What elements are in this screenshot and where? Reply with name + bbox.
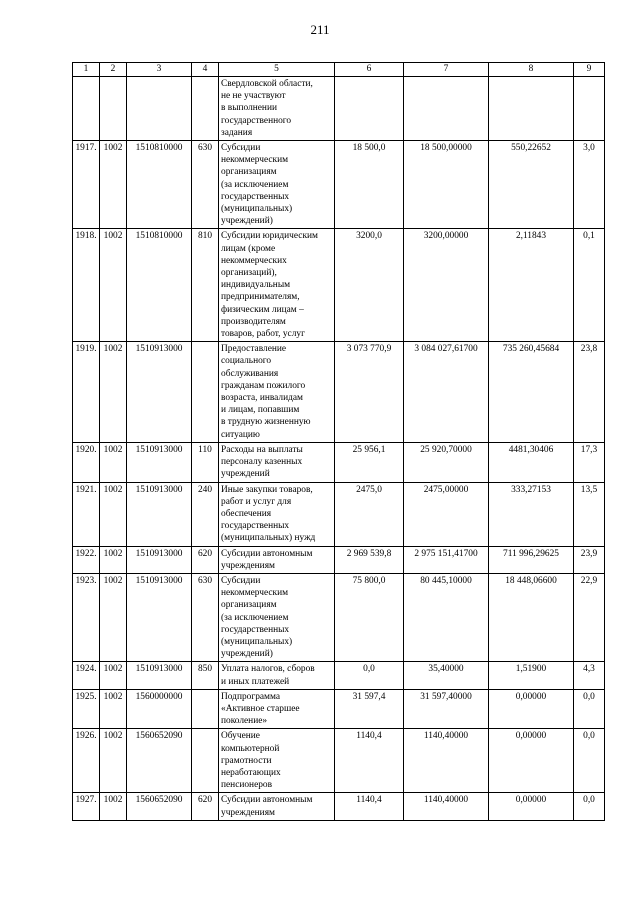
name-line: Расходы на выплаты — [221, 444, 303, 455]
table-row — [73, 229, 605, 342]
header-col-1: 1 — [73, 63, 100, 77]
name-line: организациям — [221, 600, 277, 611]
name-line: и иных платежей — [221, 676, 290, 687]
name-line: некоммерческих — [221, 255, 287, 266]
execution-percent-cell: 0,1 — [574, 229, 605, 342]
planned-amount-cell: 2475,0 — [335, 482, 404, 546]
name-line: (муниципальных) — [221, 636, 293, 647]
name-line: грамотности — [221, 755, 272, 766]
revised-amount-cell: 1140,40000 — [404, 729, 489, 793]
revised-amount-cell: 2 975 151,41700 — [404, 546, 489, 573]
row-number-cell: 1925. — [73, 689, 100, 729]
section-code-cell: 1002 — [100, 689, 127, 729]
row-number-cell: 1924. — [73, 662, 100, 689]
target-article-cell: 1560000000 — [127, 689, 192, 729]
name-cell — [219, 77, 335, 141]
name-line: Уплата налогов, сборов — [221, 664, 315, 675]
name-line: гражданам пожилого — [221, 380, 306, 391]
header-col-9: 9 — [574, 63, 605, 77]
name-line: (муниципальных) — [221, 204, 293, 215]
name-line: персоналу казенных — [221, 457, 303, 468]
target-article-cell: 1560652090 — [127, 729, 192, 793]
revised-amount-cell: 3200,00000 — [404, 229, 489, 342]
execution-percent-cell: 22,9 — [574, 573, 605, 661]
name-line: (за исключением — [221, 612, 289, 623]
row-number-cell: 1926. — [73, 729, 100, 793]
table-row — [73, 729, 605, 793]
expense-type-cell: 110 — [192, 442, 219, 482]
header-col-8: 8 — [489, 63, 574, 77]
name-line: государственных — [221, 624, 290, 635]
section-code-cell: 1002 — [100, 662, 127, 689]
table-row — [73, 442, 605, 482]
planned-amount-cell: 25 956,1 — [335, 442, 404, 482]
executed-amount-cell: 333,27153 — [489, 482, 574, 546]
table-row — [73, 546, 605, 573]
table-row — [73, 689, 605, 729]
name-line: учреждений) — [221, 216, 273, 227]
name-line: лицам (кроме — [221, 243, 276, 254]
name-cell — [219, 342, 335, 443]
executed-amount-cell: 550,22652 — [489, 141, 574, 229]
name-line: Субсидии — [221, 143, 261, 154]
planned-amount-cell: 3200,0 — [335, 229, 404, 342]
revised-amount-cell: 80 445,10000 — [404, 573, 489, 661]
name-cell — [219, 793, 335, 820]
revised-amount-cell: 35,40000 — [404, 662, 489, 689]
expense-type-cell — [192, 729, 219, 793]
budget-table — [72, 62, 605, 821]
name-line: и лицам, попавшим — [221, 405, 300, 416]
target-article-cell: 1560652090 — [127, 793, 192, 820]
name-line: государственных — [221, 191, 290, 202]
name-line: Предоставление — [221, 344, 287, 355]
name-line: задания — [221, 127, 253, 138]
name-line: неработающих — [221, 767, 281, 778]
name-line: обслуживания — [221, 368, 279, 379]
execution-percent-cell: 13,5 — [574, 482, 605, 546]
page-number: 211 — [310, 22, 330, 37]
name-line: Субсидии автономным — [221, 795, 313, 806]
name-line: поколение» — [221, 716, 268, 727]
name-line: учреждений — [221, 469, 270, 480]
section-code-cell: 1002 — [100, 729, 127, 793]
execution-percent-cell: 4,3 — [574, 662, 605, 689]
name-line: Субсидии — [221, 575, 261, 586]
name-line: Обучение — [221, 731, 260, 742]
section-code-cell — [100, 77, 127, 141]
target-article-cell: 1510913000 — [127, 342, 192, 443]
section-code-cell: 1002 — [100, 573, 127, 661]
target-article-cell: 1510810000 — [127, 229, 192, 342]
name-cell — [219, 689, 335, 729]
name-cell — [219, 229, 335, 342]
section-code-cell: 1002 — [100, 442, 127, 482]
execution-percent-cell: 3,0 — [574, 141, 605, 229]
expense-type-cell: 620 — [192, 793, 219, 820]
executed-amount-cell: 0,00000 — [489, 689, 574, 729]
name-line: учреждениям — [221, 560, 275, 571]
header-col-3: 3 — [127, 63, 192, 77]
header-col-2: 2 — [100, 63, 127, 77]
table-row — [73, 573, 605, 661]
section-code-cell: 1002 — [100, 141, 127, 229]
name-line: физическим лицам – — [221, 304, 304, 315]
header-col-5: 5 — [219, 63, 335, 77]
name-cell — [219, 442, 335, 482]
expense-type-cell: 850 — [192, 662, 219, 689]
execution-percent-cell: 0,0 — [574, 689, 605, 729]
revised-amount-cell: 25 920,70000 — [404, 442, 489, 482]
target-article-cell — [127, 77, 192, 141]
target-article-cell: 1510913000 — [127, 442, 192, 482]
target-article-cell: 1510913000 — [127, 546, 192, 573]
row-number-cell: 1918. — [73, 229, 100, 342]
planned-amount-cell: 1140,4 — [335, 793, 404, 820]
planned-amount-cell: 1140,4 — [335, 729, 404, 793]
section-code-cell: 1002 — [100, 342, 127, 443]
revised-amount-cell: 31 597,40000 — [404, 689, 489, 729]
name-line: Свердловской области, — [221, 79, 313, 89]
planned-amount-cell — [335, 77, 404, 141]
target-article-cell: 1510913000 — [127, 573, 192, 661]
target-article-cell: 1510913000 — [127, 662, 192, 689]
expense-type-cell: 630 — [192, 573, 219, 661]
name-line: обеспечения — [221, 508, 272, 519]
name-line: государственных — [221, 521, 290, 532]
name-cell — [219, 546, 335, 573]
revised-amount-cell — [404, 77, 489, 141]
expense-type-cell: 630 — [192, 141, 219, 229]
executed-amount-cell: 735 260,45684 — [489, 342, 574, 443]
name-line: некоммерческим — [221, 155, 289, 166]
planned-amount-cell: 2 969 539,8 — [335, 546, 404, 573]
name-line: социального — [221, 356, 272, 367]
execution-percent-cell: 23,8 — [574, 342, 605, 443]
executed-amount-cell: 0,00000 — [489, 729, 574, 793]
row-number-cell: 1919. — [73, 342, 100, 443]
revised-amount-cell: 18 500,00000 — [404, 141, 489, 229]
name-line: государственного — [221, 115, 292, 126]
name-line: в выполнении — [221, 103, 277, 114]
name-line: «Активное старшее — [221, 703, 300, 714]
name-line: некоммерческим — [221, 588, 289, 599]
table-row — [73, 141, 605, 229]
name-cell — [219, 482, 335, 546]
name-line: организациям — [221, 167, 277, 178]
row-number-cell — [73, 77, 100, 141]
name-line: Субсидии юридическим — [221, 231, 318, 242]
name-line: работ и услуг для — [221, 496, 292, 507]
header-row — [73, 63, 605, 77]
name-line: (муниципальных) нужд — [221, 533, 316, 544]
row-number-cell: 1917. — [73, 141, 100, 229]
name-cell — [219, 573, 335, 661]
section-code-cell: 1002 — [100, 793, 127, 820]
expense-type-cell: 240 — [192, 482, 219, 546]
name-cell — [219, 141, 335, 229]
revised-amount-cell: 1140,40000 — [404, 793, 489, 820]
name-line: пенсионеров — [221, 780, 273, 791]
header-col-7: 7 — [404, 63, 489, 77]
name-line: компьютерной — [221, 743, 280, 754]
header-col-6: 6 — [335, 63, 404, 77]
name-line: производителям — [221, 316, 286, 327]
name-line: Субсидии автономным — [221, 548, 313, 559]
executed-amount-cell: 1,51900 — [489, 662, 574, 689]
expense-type-cell — [192, 77, 219, 141]
name-line: учреждениям — [221, 807, 275, 818]
section-code-cell: 1002 — [100, 229, 127, 342]
row-number-cell: 1921. — [73, 482, 100, 546]
name-line: товаров, работ, услуг — [221, 329, 305, 340]
planned-amount-cell: 3 073 770,9 — [335, 342, 404, 443]
name-line: предпринимателям, — [221, 292, 300, 303]
expense-type-cell — [192, 689, 219, 729]
header-col-4: 4 — [192, 63, 219, 77]
executed-amount-cell — [489, 77, 574, 141]
name-line: учреждений) — [221, 649, 273, 660]
name-cell — [219, 729, 335, 793]
expense-type-cell: 810 — [192, 229, 219, 342]
executed-amount-cell: 0,00000 — [489, 793, 574, 820]
table-row — [73, 793, 605, 820]
expense-type-cell: 620 — [192, 546, 219, 573]
executed-amount-cell: 2,11843 — [489, 229, 574, 342]
revised-amount-cell: 3 084 027,61700 — [404, 342, 489, 443]
name-line: не не участвуют — [221, 91, 286, 102]
execution-percent-cell: 17,3 — [574, 442, 605, 482]
table-row — [73, 482, 605, 546]
continuation-row — [73, 77, 605, 141]
name-line: Иные закупки товаров, — [221, 484, 313, 495]
target-article-cell: 1510810000 — [127, 141, 192, 229]
execution-percent-cell — [574, 77, 605, 141]
target-article-cell: 1510913000 — [127, 482, 192, 546]
execution-percent-cell: 0,0 — [574, 729, 605, 793]
row-number-cell: 1923. — [73, 573, 100, 661]
row-number-cell: 1920. — [73, 442, 100, 482]
name-line: Подпрограмма — [221, 691, 281, 702]
name-cell — [219, 662, 335, 689]
section-code-cell: 1002 — [100, 482, 127, 546]
table-row — [73, 662, 605, 689]
section-code-cell: 1002 — [100, 546, 127, 573]
executed-amount-cell: 711 996,29625 — [489, 546, 574, 573]
name-line: индивидуальным — [221, 280, 291, 291]
executed-amount-cell: 18 448,06600 — [489, 573, 574, 661]
expense-type-cell — [192, 342, 219, 443]
revised-amount-cell: 2475,00000 — [404, 482, 489, 546]
executed-amount-cell: 4481,30406 — [489, 442, 574, 482]
name-line: ситуацию — [221, 429, 260, 440]
execution-percent-cell: 0,0 — [574, 793, 605, 820]
planned-amount-cell: 0,0 — [335, 662, 404, 689]
name-line: в трудную жизненную — [221, 417, 311, 428]
name-line: (за исключением — [221, 179, 289, 190]
planned-amount-cell: 31 597,4 — [335, 689, 404, 729]
table-row — [73, 342, 605, 443]
name-line: организаций), — [221, 268, 277, 279]
planned-amount-cell: 18 500,0 — [335, 141, 404, 229]
planned-amount-cell: 75 800,0 — [335, 573, 404, 661]
row-number-cell: 1927. — [73, 793, 100, 820]
execution-percent-cell: 23,9 — [574, 546, 605, 573]
row-number-cell: 1922. — [73, 546, 100, 573]
name-line: возраста, инвалидам — [221, 393, 303, 404]
